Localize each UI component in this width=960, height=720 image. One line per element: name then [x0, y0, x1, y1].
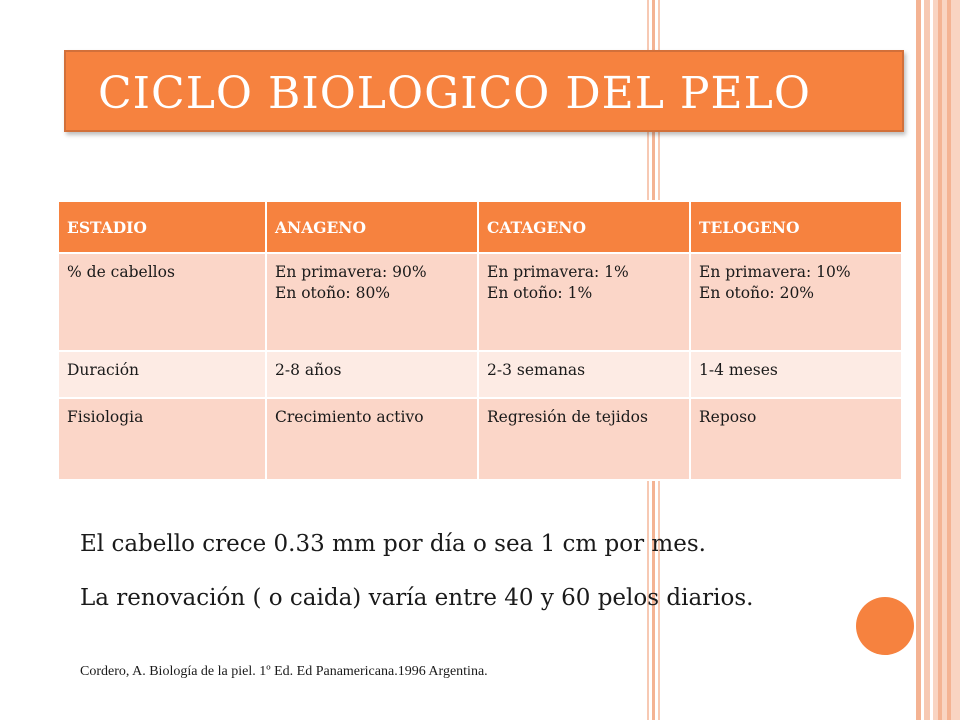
cell-line: En primavera: 1% — [487, 263, 629, 281]
row-label: % de cabellos — [58, 253, 266, 351]
table-row — [58, 253, 902, 351]
cell-line: En otoño: 1% — [487, 284, 593, 302]
table-row — [58, 398, 902, 480]
cell-line: En otoño: 20% — [699, 284, 815, 302]
cell-catageno — [478, 253, 690, 351]
cell-line: En primavera: 10% — [699, 263, 851, 281]
renewal-rate-text: La renovación ( o caida) varía entre 40 y 60 pelos diarios. — [80, 585, 754, 611]
cell-anageno: 2-8 años — [266, 351, 478, 398]
slide-title: CICLO BIOLOGICO DEL PELO — [98, 68, 811, 119]
citation-text: Cordero, A. Biología de la piel. 1º Ed. Ed Panamericana.1996 Argentina. — [80, 664, 488, 679]
decorative-circle — [856, 597, 914, 655]
cell-anageno: Crecimiento activo — [266, 398, 478, 480]
header-estadio: ESTADIO — [58, 201, 266, 253]
growth-rate-text: El cabello crece 0.33 mm por día o sea 1 cm por mes. — [80, 531, 706, 557]
header-catageno: CATAGENO — [478, 201, 690, 253]
decorative-stripe — [916, 0, 921, 720]
table-header-row — [58, 201, 902, 253]
cell-telogeno — [690, 253, 902, 351]
title-banner — [64, 50, 904, 132]
cell-telogeno: 1-4 meses — [690, 351, 902, 398]
cell-catageno: Regresión de tejidos — [478, 398, 690, 480]
cell-line: En otoño: 80% — [275, 284, 391, 302]
cell-catageno: 2-3 semanas — [478, 351, 690, 398]
cell-line: En primavera: 90% — [275, 263, 427, 281]
decorative-stripe — [947, 0, 951, 720]
header-telogeno: TELOGENO — [690, 201, 902, 253]
row-label: Fisiologia — [58, 398, 266, 480]
hair-cycle-table — [57, 200, 903, 481]
cell-anageno — [266, 253, 478, 351]
decorative-stripe — [924, 0, 930, 720]
header-anageno: ANAGENO — [266, 201, 478, 253]
decorative-stripe — [938, 0, 942, 720]
table-row — [58, 351, 902, 398]
cell-telogeno: Reposo — [690, 398, 902, 480]
row-label: Duración — [58, 351, 266, 398]
